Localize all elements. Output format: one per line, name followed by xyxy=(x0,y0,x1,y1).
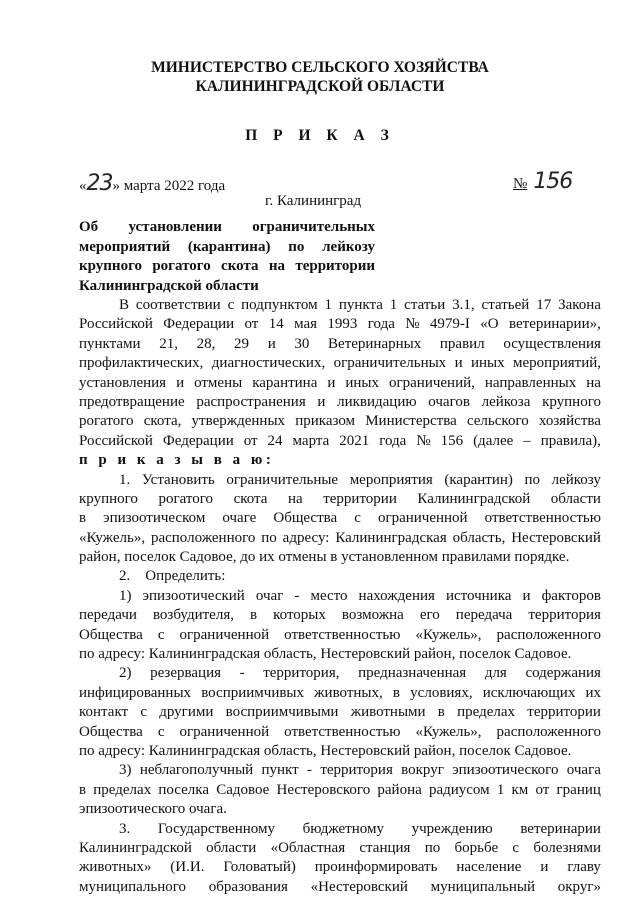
word: территории xyxy=(295,258,375,274)
ministry-name xyxy=(0,58,640,96)
word: болезнями xyxy=(533,839,601,856)
body-line xyxy=(79,412,601,431)
body-line xyxy=(79,606,601,625)
body-line xyxy=(79,858,601,877)
word: территории xyxy=(527,704,601,721)
word: ограниченной xyxy=(179,723,270,740)
word: утвержденных xyxy=(191,413,286,430)
word: территории xyxy=(323,490,397,507)
word: с xyxy=(354,510,361,527)
word: 1993 xyxy=(327,316,358,333)
word: области xyxy=(550,490,601,507)
word: вокруг xyxy=(401,762,444,779)
word: (карантин) xyxy=(444,471,513,488)
word: инфицированных xyxy=(79,684,192,701)
word: Закона xyxy=(558,297,601,313)
word: 2) xyxy=(119,665,132,682)
word: «Областная xyxy=(270,839,346,856)
word: животных» xyxy=(79,859,152,876)
word: источника xyxy=(445,587,512,604)
word: лейкоза xyxy=(481,393,531,410)
word: 1 xyxy=(496,781,505,798)
word: их xyxy=(585,684,601,701)
word: возбудителя, xyxy=(152,607,234,624)
order-city: г. Калининград xyxy=(265,193,362,209)
word: 29 xyxy=(234,335,250,352)
body-line xyxy=(79,703,601,722)
word: и xyxy=(327,374,336,391)
word: 21, xyxy=(159,335,178,352)
word: для xyxy=(484,665,507,682)
word: 2021 xyxy=(339,432,370,449)
word: от xyxy=(535,781,550,798)
word: 1. xyxy=(119,471,131,488)
word: область, xyxy=(452,529,506,546)
word: подпунктом xyxy=(241,297,318,313)
word: радиусом xyxy=(428,781,490,798)
word: лейкозу xyxy=(551,471,601,488)
number-label: № xyxy=(513,176,528,192)
word: мероприятий, xyxy=(513,355,601,372)
word: очагов xyxy=(428,393,470,410)
word: – xyxy=(523,432,531,449)
word: ограниченной xyxy=(179,626,270,643)
word: Общества xyxy=(79,723,143,740)
body-line xyxy=(79,296,601,315)
body-line: по адресу: Калининградская область, Нестеровский район, поселок Садовое. xyxy=(79,646,572,663)
word: 3.1, xyxy=(452,297,475,313)
word: животных, xyxy=(314,684,383,701)
word: Головатый) xyxy=(223,859,296,876)
word: мероприятий xyxy=(79,238,171,255)
word: эпизоотического xyxy=(452,762,559,779)
order-verb: п р и к а з ы в а ю: xyxy=(79,452,275,469)
word: эпизоотический xyxy=(142,587,245,604)
word: - xyxy=(239,665,245,682)
body-line xyxy=(79,664,601,683)
word: Садовое xyxy=(216,781,270,798)
body-line: эпизоотического очага. xyxy=(79,801,227,818)
word: ограничений, xyxy=(388,374,475,391)
word: ответственностью xyxy=(284,626,401,643)
subject-line xyxy=(79,218,375,238)
body-line xyxy=(79,490,601,509)
word: 3) xyxy=(119,762,132,779)
word: иных xyxy=(345,374,379,391)
word: которых xyxy=(273,607,326,624)
word: рогатого xyxy=(152,258,211,274)
word: нахождения xyxy=(358,587,435,604)
word: Федерации xyxy=(162,432,234,449)
order-title: П Р И К А З xyxy=(245,127,395,144)
subject-line: Калининградской области xyxy=(79,277,259,294)
word: Калининградской xyxy=(417,490,531,507)
word: предназначенная xyxy=(358,665,467,682)
word: возможна xyxy=(341,607,404,624)
word: 17 xyxy=(536,297,552,313)
word: 4979-I xyxy=(429,316,470,333)
word: и xyxy=(522,587,531,604)
word: главу xyxy=(567,859,601,876)
subject-line xyxy=(79,238,375,258)
word: с xyxy=(140,704,148,721)
word: Калининградской xyxy=(79,839,192,856)
word: (далее xyxy=(473,432,514,449)
word: рогатого xyxy=(158,490,214,507)
word: пунктами xyxy=(79,335,141,352)
body-line xyxy=(79,471,601,490)
body-line: 2. Определить: xyxy=(119,568,226,585)
word: (карантина) xyxy=(187,238,271,255)
word: правила), xyxy=(540,432,601,449)
word: (И.И. xyxy=(170,859,205,876)
word: содержания xyxy=(525,665,601,682)
word: № xyxy=(416,432,431,449)
word: 28, xyxy=(196,335,216,352)
body-line xyxy=(79,878,601,897)
word: ограничительных xyxy=(333,355,447,372)
word: население xyxy=(456,859,522,876)
word: Общества xyxy=(273,510,338,527)
word: по xyxy=(424,839,441,856)
word: предотвращение xyxy=(79,393,185,410)
word: Российской xyxy=(79,316,153,333)
ministry-line-2: КАЛИНИНГРАДСКОЙ ОБЛАСТИ xyxy=(195,78,445,95)
word: «Кужель», xyxy=(415,723,482,740)
word: установления xyxy=(79,374,167,391)
word: от xyxy=(243,432,258,449)
word: ветеринарии», xyxy=(508,316,601,333)
word: крупного xyxy=(79,490,138,507)
body-line: по адресу: Калининградская область, Нестеровский район, поселок Садовое. xyxy=(79,742,572,759)
word: отмены xyxy=(194,374,243,391)
word: в xyxy=(79,510,87,527)
word: мая xyxy=(294,316,318,333)
word: области xyxy=(206,839,257,856)
word: учреждению xyxy=(411,820,493,837)
body-line xyxy=(79,626,601,645)
word: иных xyxy=(471,355,505,372)
word: по xyxy=(261,529,277,546)
word: Общества xyxy=(79,626,143,643)
word: рогатого xyxy=(79,413,134,430)
word: его xyxy=(419,607,440,624)
word: и xyxy=(540,859,549,876)
word: проинформировать xyxy=(314,859,438,876)
word: 30 xyxy=(294,335,310,352)
word: района xyxy=(377,781,422,798)
word: бюджетному xyxy=(302,820,384,837)
word: на xyxy=(268,258,285,274)
word: расположенного xyxy=(496,723,601,740)
word: территория xyxy=(528,607,601,624)
word: правил xyxy=(439,335,485,352)
subject-line xyxy=(79,257,375,277)
word: с xyxy=(157,626,165,643)
word: в xyxy=(437,704,445,721)
word: статьи xyxy=(404,297,446,313)
word: км xyxy=(511,781,529,798)
order-date xyxy=(79,171,225,196)
word: ответственностью xyxy=(484,510,601,527)
word: на xyxy=(586,374,601,391)
word: - xyxy=(294,587,300,604)
body-line xyxy=(79,374,601,393)
body-line xyxy=(79,761,601,780)
word: восприимчивыми xyxy=(225,704,339,721)
word: в xyxy=(79,781,87,798)
word: осуществления xyxy=(503,335,601,352)
word: года xyxy=(379,432,407,449)
date-rest: » марта 2022 года xyxy=(112,178,226,194)
word: скота xyxy=(233,490,268,507)
word: - xyxy=(307,762,312,779)
word: и xyxy=(454,355,463,372)
word: округ» xyxy=(557,878,601,895)
word: муниципального xyxy=(79,878,187,895)
word: ограничительных xyxy=(252,219,375,235)
word: борьбе xyxy=(454,839,499,856)
word: карантина xyxy=(252,374,318,391)
order-number-handwritten: 156 xyxy=(533,169,573,194)
word: станция xyxy=(359,839,411,856)
word: скота, xyxy=(143,413,182,430)
body-line: район, поселок Садовое, до их отмены в установленном правилами порядке. xyxy=(79,549,570,566)
word: соответствии xyxy=(135,297,221,313)
order-subject xyxy=(79,218,375,296)
word: Калининградская xyxy=(335,529,447,546)
word: неблагополучный xyxy=(139,762,254,779)
word: Государственному xyxy=(157,820,276,837)
word: территория, xyxy=(263,665,340,682)
order-body xyxy=(79,296,601,897)
word: ответственностью xyxy=(284,723,401,740)
word: пределах xyxy=(457,704,516,721)
word: по xyxy=(524,471,541,488)
ministry-line-1: МИНИСТЕРСТВО СЕЛЬСКОГО ХОЗЯЙСТВА xyxy=(151,59,489,76)
word: расположенного xyxy=(496,626,601,643)
word: территория xyxy=(320,762,393,779)
word: образования xyxy=(208,878,288,895)
word: и xyxy=(267,335,276,352)
word: факторов xyxy=(541,587,601,604)
word: пункта xyxy=(338,297,383,313)
word: на xyxy=(287,490,303,507)
word: с xyxy=(227,297,235,313)
word: 1 xyxy=(324,297,332,313)
word: крупного xyxy=(542,393,601,410)
body-line xyxy=(79,335,601,354)
word: крупного xyxy=(79,258,143,274)
word: № xyxy=(405,316,420,333)
word: мероприятия xyxy=(349,471,433,488)
body-line xyxy=(79,820,601,839)
word: года xyxy=(367,316,395,333)
word: пределах xyxy=(93,781,152,798)
word: «Кужель», xyxy=(79,529,146,546)
body-line xyxy=(79,839,601,858)
word: резервация xyxy=(150,665,222,682)
body-line xyxy=(79,315,601,334)
word: распространения xyxy=(196,393,306,410)
word: приказом xyxy=(295,413,356,430)
word: Российской xyxy=(79,432,153,449)
word: эпизоотическом xyxy=(103,510,206,527)
word: профилактических, xyxy=(79,355,204,372)
word: «О xyxy=(480,316,499,333)
word: и xyxy=(176,374,185,391)
word: 14 xyxy=(268,316,284,333)
word: муниципальный xyxy=(430,878,536,895)
body-line xyxy=(79,393,601,412)
word: В xyxy=(119,297,130,313)
word: от xyxy=(244,316,259,333)
word: восприимчивых xyxy=(201,684,305,701)
word: адресу: xyxy=(282,529,330,546)
word: в xyxy=(250,607,258,624)
word: 3. xyxy=(119,820,131,837)
word: диагностических, xyxy=(211,355,326,372)
word: очаг xyxy=(255,587,284,604)
word: 1) xyxy=(119,587,132,604)
word: Нестеровский xyxy=(511,529,601,546)
word: скота xyxy=(221,258,259,274)
word: 24 xyxy=(267,432,283,449)
body-line xyxy=(79,354,601,373)
word: исключающих xyxy=(482,684,576,701)
word: пункт xyxy=(261,762,299,779)
word: Нестеровского xyxy=(276,781,371,798)
word: Министерства xyxy=(365,413,457,430)
word: ограниченной xyxy=(377,510,468,527)
word: и xyxy=(317,393,326,410)
word: границ xyxy=(556,781,601,798)
word: место xyxy=(310,587,348,604)
word: животными xyxy=(350,704,426,721)
word: 156 xyxy=(440,432,464,449)
body-line xyxy=(79,432,601,451)
body-line xyxy=(79,529,601,548)
word: лейкозу xyxy=(322,238,375,255)
word: Об xyxy=(79,219,99,235)
word: «Нестеровский xyxy=(310,878,408,895)
word: по xyxy=(288,238,305,255)
word: ветеринарии xyxy=(520,820,601,837)
word: направленных xyxy=(484,374,577,391)
date-day-handwritten: 23 xyxy=(86,171,113,196)
word: в xyxy=(392,684,401,701)
word: передача xyxy=(455,607,513,624)
word: условиях, xyxy=(410,684,473,701)
body-line xyxy=(79,587,601,606)
word: контакт xyxy=(79,704,129,721)
word: установлении xyxy=(128,219,222,235)
body-line xyxy=(79,509,601,528)
word: с xyxy=(157,723,165,740)
word: статьей xyxy=(481,297,530,313)
body-line xyxy=(79,684,601,703)
order-number xyxy=(513,169,572,194)
word: ограничительные xyxy=(226,471,339,488)
word: Установить xyxy=(141,471,215,488)
word: другими xyxy=(159,704,214,721)
word: хозяйства xyxy=(538,413,601,430)
word: поселка xyxy=(158,781,209,798)
word: очага xyxy=(566,762,601,779)
word: ликвидацию xyxy=(337,393,417,410)
word: Федерации xyxy=(163,316,235,333)
word: Ветеринарных xyxy=(328,335,422,352)
word: передачи xyxy=(79,607,137,624)
word: с xyxy=(512,839,520,856)
word: расположенного xyxy=(150,529,256,546)
word: «Кужель», xyxy=(415,626,482,643)
word: очаге xyxy=(222,510,257,527)
body-line xyxy=(79,723,601,742)
date-open-quote: « xyxy=(79,178,87,194)
word: марта xyxy=(292,432,330,449)
word: 1 xyxy=(389,297,398,313)
word: сельского xyxy=(466,413,529,430)
body-line xyxy=(79,781,601,800)
